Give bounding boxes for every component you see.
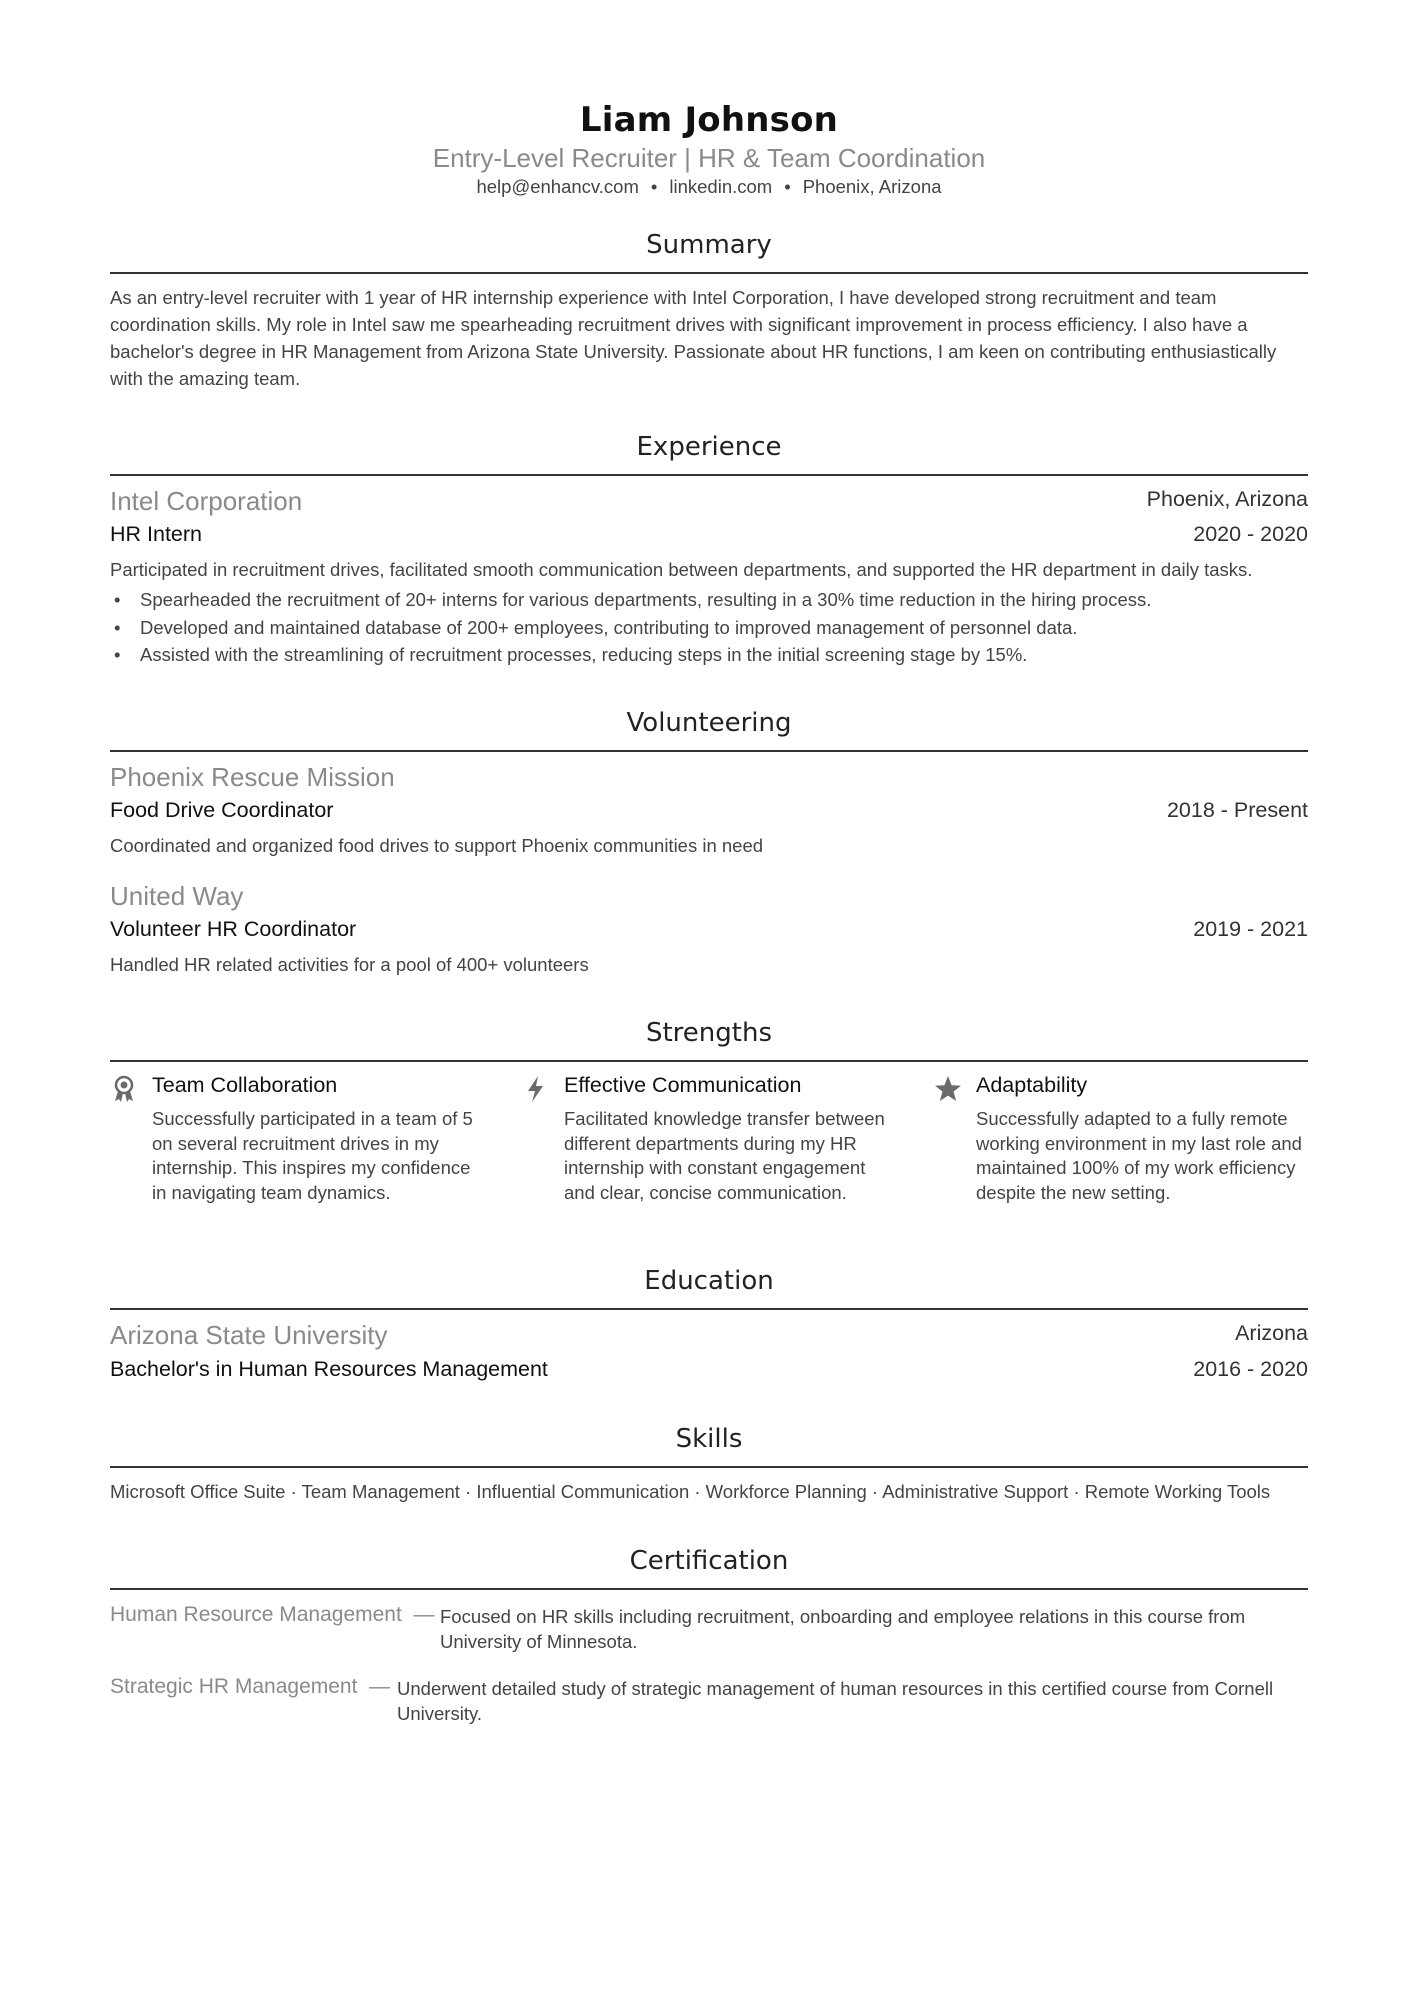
job-title: HR Intern <box>110 522 203 546</box>
volunteer-dates: 2018 - Present <box>1166 798 1308 822</box>
bullet-icon: • <box>114 644 121 665</box>
list-item: • Developed and maintained database of 200+ employees, contributing to improved management of personnel data. <box>110 614 1308 642</box>
bullet-icon: • <box>114 589 121 610</box>
certification-description: Underwent detailed study of strategic management of human resources in this certified course from Cornell University. <box>397 1678 1274 1724</box>
section-divider <box>110 750 1308 752</box>
skills-list: Microsoft Office Suite · Team Management · Influential Communication · Workforce Planning · Administrative Support · Remote Working Tools <box>110 1481 1271 1502</box>
job-dates: 2020 - 2020 <box>1193 522 1308 546</box>
section-divider <box>110 1466 1308 1468</box>
lightning-bolt-icon <box>522 1075 550 1103</box>
strength-title: Adaptability <box>976 1073 1088 1097</box>
degree-name: Bachelor's in Human Resources Management <box>110 1357 548 1381</box>
section-divider <box>110 272 1308 274</box>
star-icon <box>934 1075 962 1103</box>
contact-line <box>110 176 1308 198</box>
job-achievements <box>110 586 1308 669</box>
job-description: Participated in recruitment drives, facilitated smooth communication between departments, and supported the HR department in daily tasks. <box>110 559 1253 580</box>
company-name: Intel Corporation <box>110 486 303 516</box>
dash-separator: — <box>369 1675 391 1698</box>
volunteer-org: United Way <box>110 881 244 911</box>
section-title-strengths: Strengths <box>645 1018 772 1048</box>
section-title-skills: Skills <box>675 1424 743 1454</box>
summary-text: As an entry-level recruiter with 1 year of HR internship experience with Intel Corporation, I have developed strong recruitment and team coordination skills. My role in Intel saw me spearheading recruitment drives with significant improvement in process efficiency. I also have a bachelor's degree in HR Management from Arizona State University. Passionate about HR functions, I am keen on contributing enthusiastically with the amazing team. <box>110 287 1277 389</box>
certification-description: Focused on HR skills including recruitment, onboarding and employee relations in this course from University of Minnesota. <box>440 1606 1246 1652</box>
candidate-name: Liam Johnson <box>579 100 839 140</box>
school-location: Arizona <box>1235 1321 1308 1345</box>
award-ribbon-icon <box>110 1075 138 1103</box>
section-divider <box>110 1308 1308 1310</box>
volunteer-description: Handled HR related activities for a pool of 400+ volunteers <box>110 954 589 975</box>
section-title-summary: Summary <box>646 230 772 260</box>
strength-description: Successfully participated in a team of 5 on several recruitment drives in my internship. This inspires my confidence in navigating team dynamics. <box>152 1108 473 1203</box>
list-item: • Spearheaded the recruitment of 20+ interns for various departments, resulting in a 30% time reduction in the hiring process. <box>110 586 1308 614</box>
section-divider <box>110 1588 1308 1590</box>
section-title-volunteering: Volunteering <box>626 708 792 738</box>
section-title-education: Education <box>644 1266 774 1296</box>
volunteer-role: Volunteer HR Coordinator <box>110 917 357 941</box>
school-name: Arizona State University <box>110 1320 388 1350</box>
section-title-experience: Experience <box>636 432 782 462</box>
bullet-icon: • <box>114 616 121 638</box>
volunteer-dates: 2019 - 2021 <box>1193 917 1308 941</box>
candidate-headline: Entry-Level Recruiter | HR & Team Coordination <box>432 143 986 173</box>
company-location: Phoenix, Arizona <box>1146 487 1308 511</box>
dash-separator: — <box>413 1603 435 1626</box>
education-dates: 2016 - 2020 <box>1193 1357 1308 1381</box>
volunteer-org: Phoenix Rescue Mission <box>110 762 395 792</box>
strength-title: Effective Communication <box>564 1073 802 1097</box>
strength-description: Successfully adapted to a fully remote working environment in my last role and maintained 100% of my work efficiency despite the new setting. <box>976 1108 1302 1203</box>
strength-title: Team Collaboration <box>152 1073 338 1097</box>
email-link[interactable]: help@enhancv.com <box>476 176 639 197</box>
section-title-certification: Certification <box>629 1546 789 1576</box>
linkedin-link[interactable]: linkedin.com <box>669 176 773 197</box>
strength-description: Facilitated knowledge transfer between different departments during my HR internship with constant engagement and clear, concise communication. <box>564 1108 885 1203</box>
section-divider <box>110 1060 1308 1062</box>
section-divider <box>110 474 1308 476</box>
volunteer-description: Coordinated and organized food drives to support Phoenix communities in need <box>110 835 764 856</box>
separator-dot: • <box>650 176 658 197</box>
certification-name: Human Resource Management — <box>110 1603 435 1626</box>
list-item: • Assisted with the streamlining of recruitment processes, reducing steps in the initial screening stage by 15%. <box>110 641 1308 669</box>
separator-dot: • <box>784 176 791 197</box>
volunteer-role: Food Drive Coordinator <box>110 798 334 822</box>
certification-name: Strategic HR Management — <box>110 1675 391 1698</box>
location-text: Phoenix, Arizona <box>802 176 942 197</box>
